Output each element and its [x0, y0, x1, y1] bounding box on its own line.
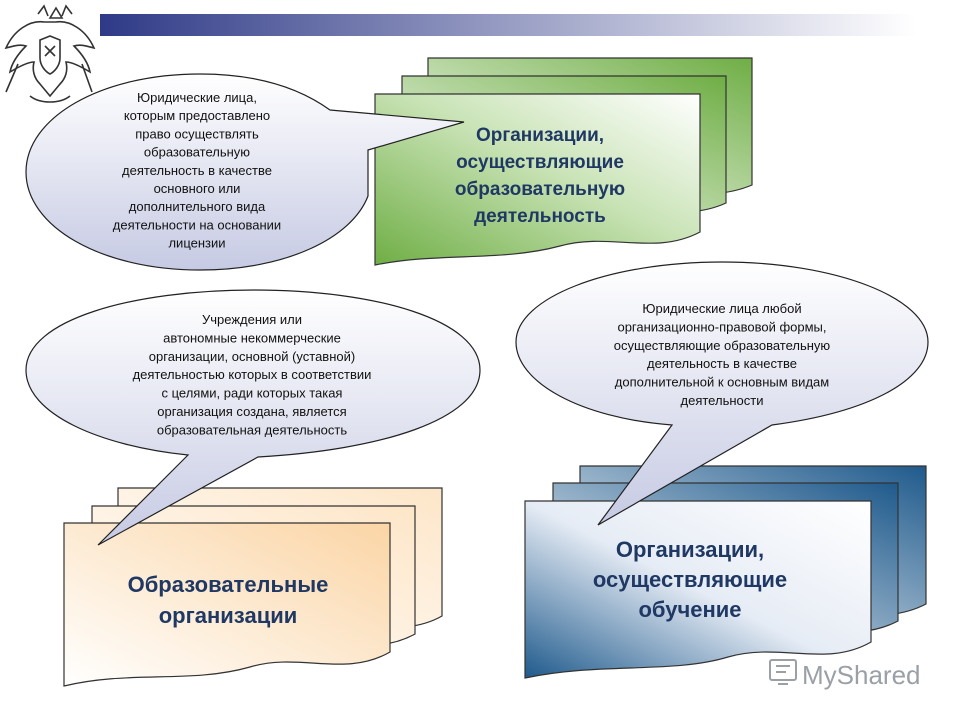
text-line: организационно-правовой формы,	[617, 319, 827, 335]
text-line: деятельности	[680, 393, 764, 408]
text-line: организация создана, является	[157, 404, 347, 419]
text-line: Организации,	[615, 537, 765, 562]
text-line: образовательная деятельность	[156, 422, 348, 438]
text-line: деятельностью которых в соответствии	[132, 367, 372, 383]
text-line: осуществляющие образовательную	[613, 337, 831, 353]
text-line: которым предоставлено	[123, 108, 271, 124]
text-line: основного или	[153, 181, 241, 196]
watermark-text: MyShared	[802, 660, 921, 690]
bubble-text-edu-orgs	[133, 312, 372, 437]
text-line: деятельность в качестве	[122, 162, 272, 178]
text-line: лицензии	[168, 235, 226, 251]
text-line: Образовательные	[127, 572, 329, 597]
text-line: Юридические лица,	[137, 90, 257, 105]
monitor-icon	[770, 660, 796, 684]
text-line: Юридические лица любой	[642, 301, 802, 316]
text-line: образовательную	[143, 144, 251, 160]
text-line: право осуществлять	[135, 126, 259, 142]
text-line: дополнительной к основным видам	[614, 374, 830, 390]
text-line: деятельности на основании	[112, 217, 282, 233]
text-line: деятельность	[474, 206, 606, 227]
text-line: образовательную	[454, 179, 626, 200]
text-line: обучение	[638, 597, 742, 622]
text-line: осуществляющие	[456, 152, 624, 173]
russian-coat-of-arms-icon	[6, 6, 94, 102]
text-line: организации	[158, 603, 298, 628]
text-line: осуществляющие	[592, 567, 788, 592]
text-line: с целями, ради которых такая	[161, 385, 343, 401]
bubble-text-edu-activity	[113, 90, 281, 251]
text-line: организации, основной (уставной)	[148, 348, 356, 364]
watermark-logo	[770, 660, 921, 690]
text-line: деятельность в качестве	[647, 356, 797, 372]
text-line: дополнительного вида	[128, 199, 266, 215]
header-bar	[100, 14, 915, 36]
text-line: Организации,	[475, 125, 605, 146]
text-line: автономные некоммерческие	[163, 330, 341, 346]
text-line: Учреждения или	[201, 312, 303, 327]
